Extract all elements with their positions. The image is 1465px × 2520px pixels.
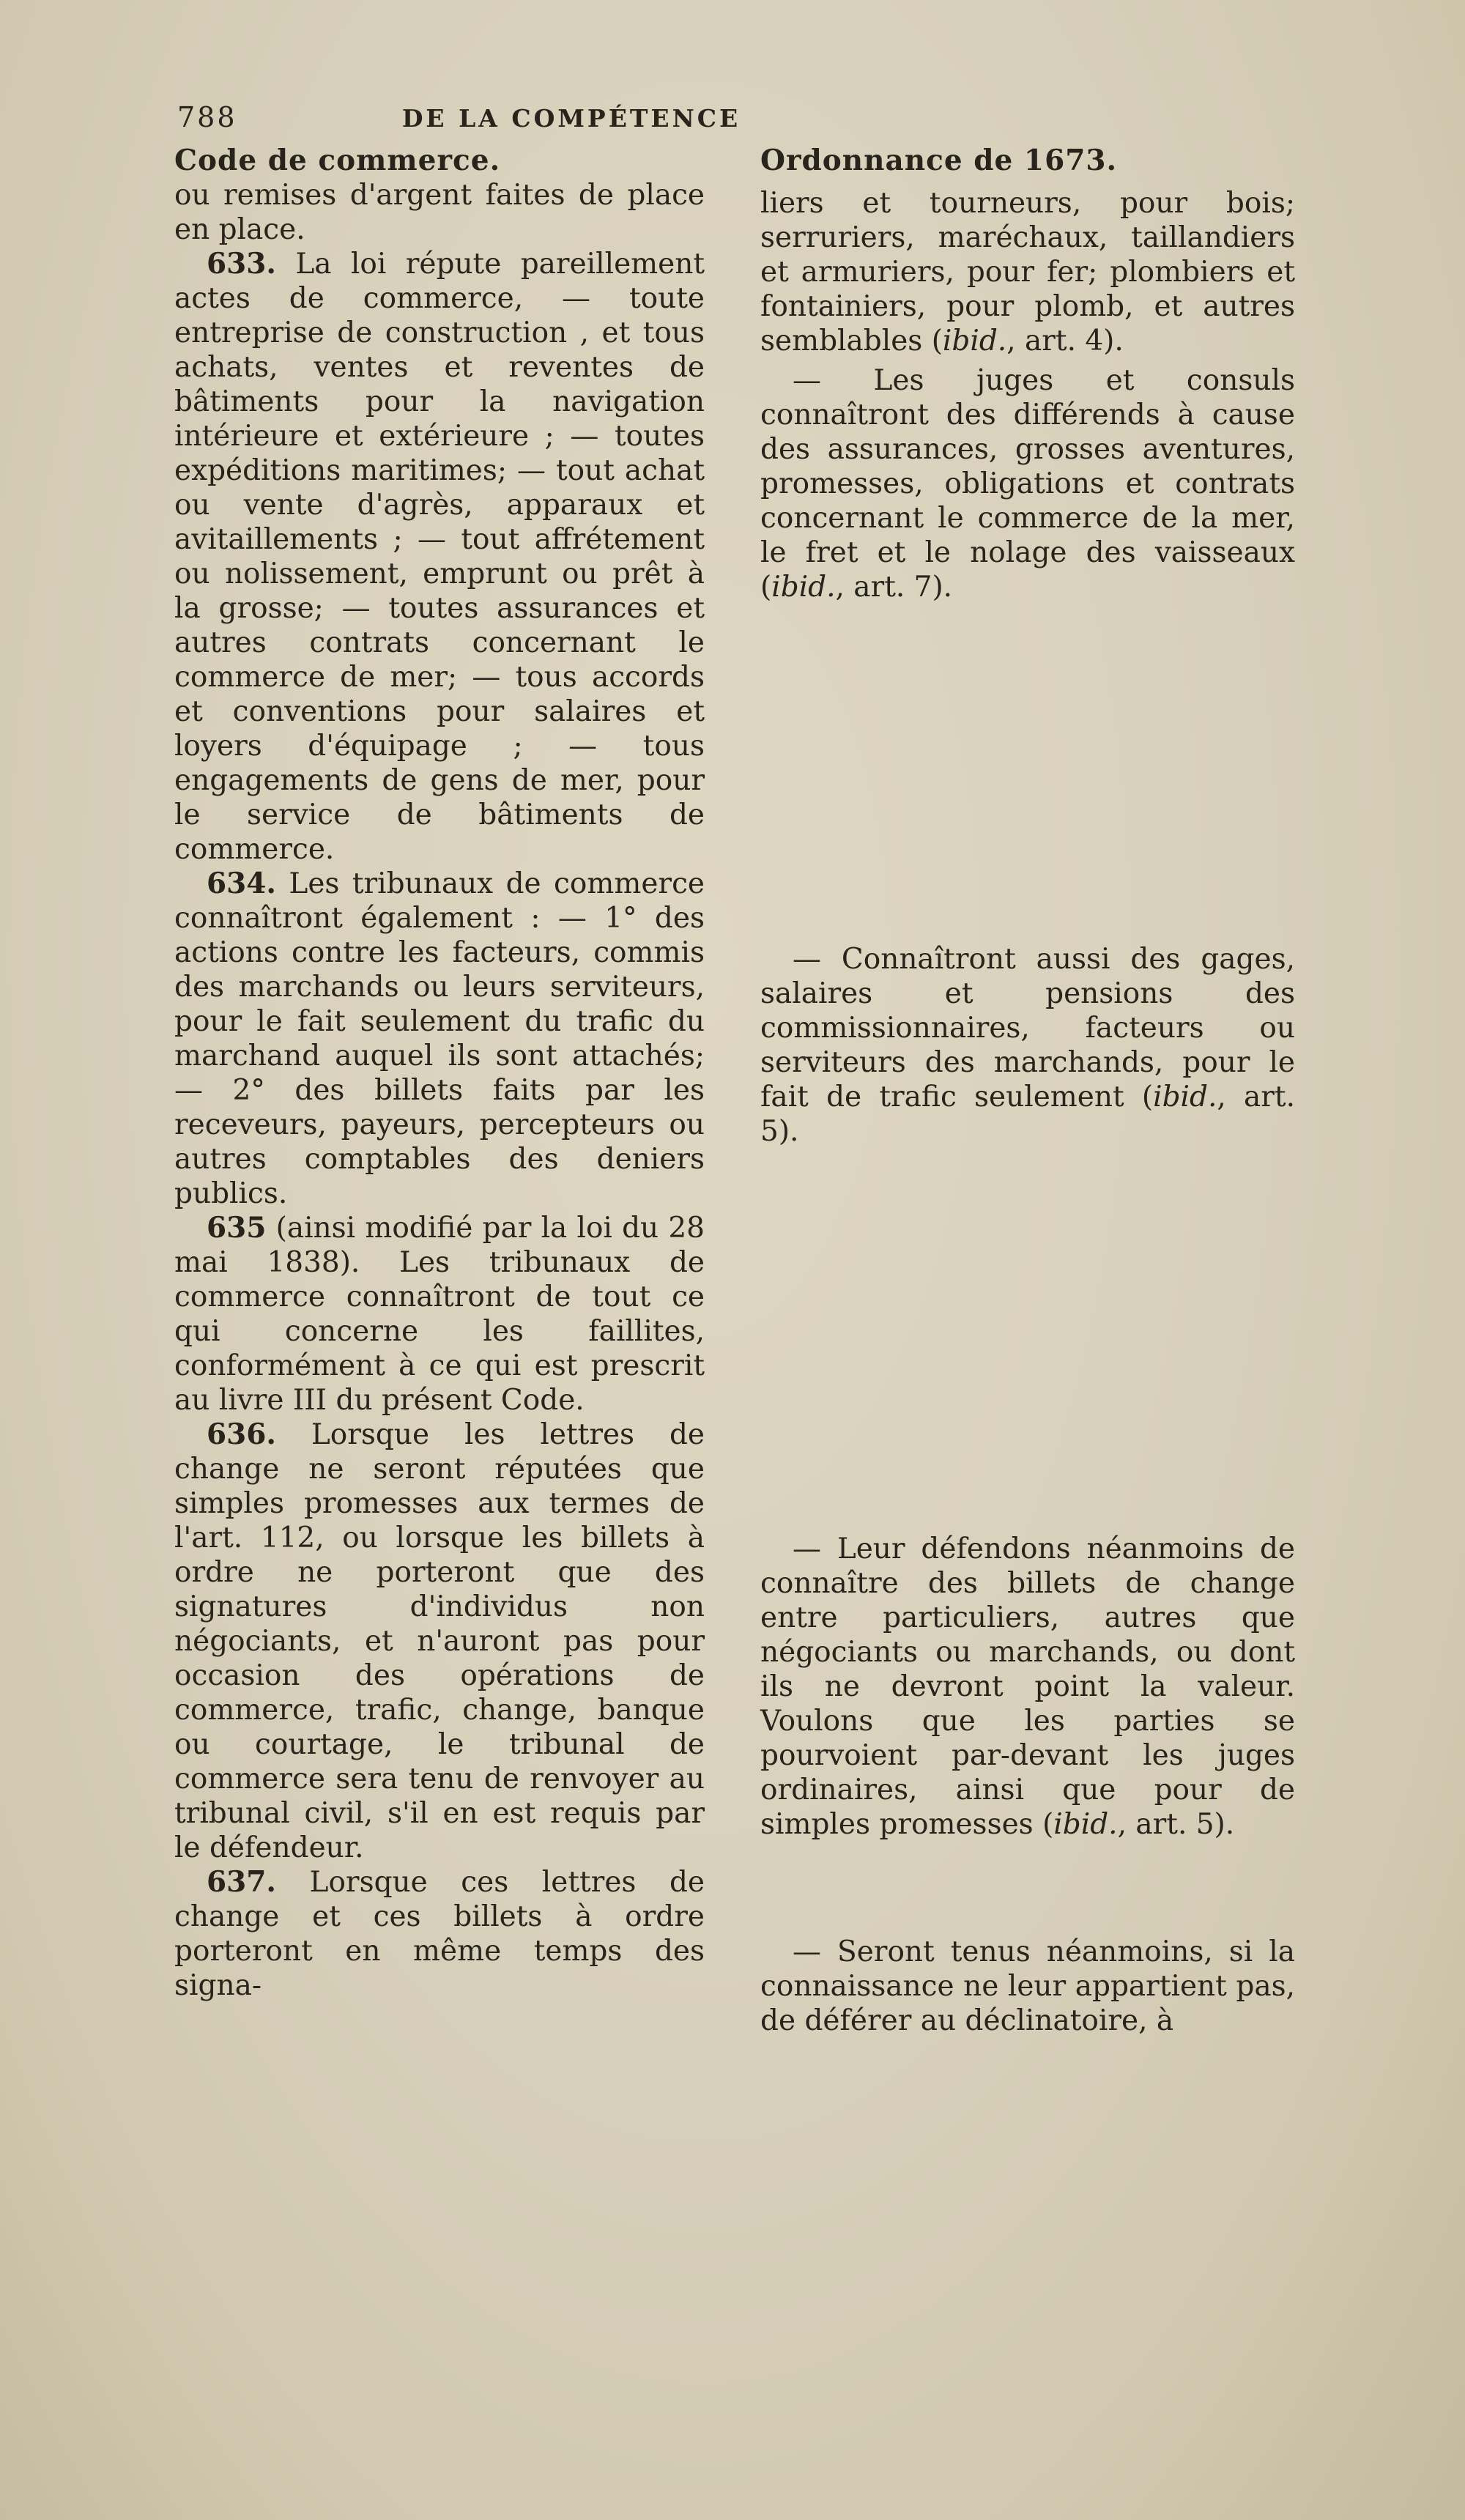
paragraph-ordonnance-art-5-gages: — Connaîtront aussi des gages, salaires et pensions des commissionnaires, facteurs ou serviteurs des marchands, pour le fait de trafic seulement (ibid., art. 5). xyxy=(760,943,1295,1148)
paragraph-ordonnance-art-5-billets: — Leur défendons néanmoins de connaître des billets de change entre particuliers, autres que négociants ou marchands, ou dont ils ne devront point la valeur. Voulons que les parties se pourvoient par-devant les juges ordinaires, ainsi que pour de simples promesses (ibid., art. 5). xyxy=(760,1533,1295,1841)
paragraph-article-633: 633. La loi répute pareillement actes de commerce, — toute entreprise de construction , et tous achats, ventes et reventes de bâtiments pour la navigation intérieure et extérieure ; — toutes expéditions maritimes; — tout achat ou vente d'agrès, apparaux et avitaillements ; — tout affrétement ou nolissement, emprunt ou prêt à la grosse; — toutes assurances et autres contrats concernant le commerce de mer; — tous accords et conventions pour salaires et loyers d'équipage ; — tous engagements de gens de mer, pour le service de bâtiments de commerce. xyxy=(174,247,705,866)
paragraph-ordonnance-declinatoire: — Seront tenus néanmoins, si la connaissance ne leur appartient pas, de déférer au déclinatoire, à xyxy=(760,1935,1295,2037)
right-column-heading: Ordonnance de 1673. xyxy=(760,144,1118,177)
running-title: DE LA COMPÉTENCE xyxy=(401,104,741,133)
text-columns xyxy=(174,144,1295,2312)
left-column-heading: Code de commerce. xyxy=(174,144,501,177)
paragraph-article-636: 636. Lorsque les lettres de change ne seront réputées que simples promesses aux termes de l'art. 112, ou lorsque les billets à ordre ne porteront que des signatures d'individus non négociants, et n'auront pas pour occasion des opérations de commerce, trafic, change, banque ou courtage, le tribunal de commerce sera tenu de renvoyer au tribunal civil, s'il en est requis par le défendeur. xyxy=(174,1418,705,1864)
right-column-ordonnance-1673 xyxy=(760,144,1295,2121)
page-number: 788 xyxy=(177,101,237,133)
paragraph-article-635: 635 (ainsi modifié par la loi du 28 mai 1838). Les tribunaux de commerce connaîtront de tout ce qui concerne les faillites, conformément à ce qui est prescrit au livre III du présent Code. xyxy=(174,1211,705,1417)
paragraph-continuation: ou remises d'argent faites de place en place. xyxy=(174,179,705,246)
paragraph-ordonnance-continuation: liers et tourneurs, pour bois; serruriers, maréchaux, taillandiers et armuriers, pour fer; plombiers et fontainiers, pour plomb, et autres semblables (ibid., art. 4). xyxy=(760,187,1295,357)
left-column-code-de-commerce xyxy=(174,144,705,2003)
paragraph-article-637: 637. Lorsque ces lettres de change et ces billets à ordre porteront en même temps des signa- xyxy=(174,1865,705,2002)
paragraph-article-634: 634. Les tribunaux de commerce connaîtront également : — 1° des actions contre les facteurs, commis des marchands ou leurs serviteurs, pour le fait seulement du trafic du marchand auquel ils sont attachés; — 2° des billets faits par les receveurs, payeurs, percepteurs ou autres comptables des deniers publics. xyxy=(174,867,705,1210)
paragraph-ordonnance-art-7: — Les juges et consuls connaîtront des différends à cause des assurances, grosses aventures, promesses, obligations et contrats concernant le commerce de la mer, le fret et le nolage des vaisseaux (ibid., art. 7). xyxy=(760,364,1295,604)
